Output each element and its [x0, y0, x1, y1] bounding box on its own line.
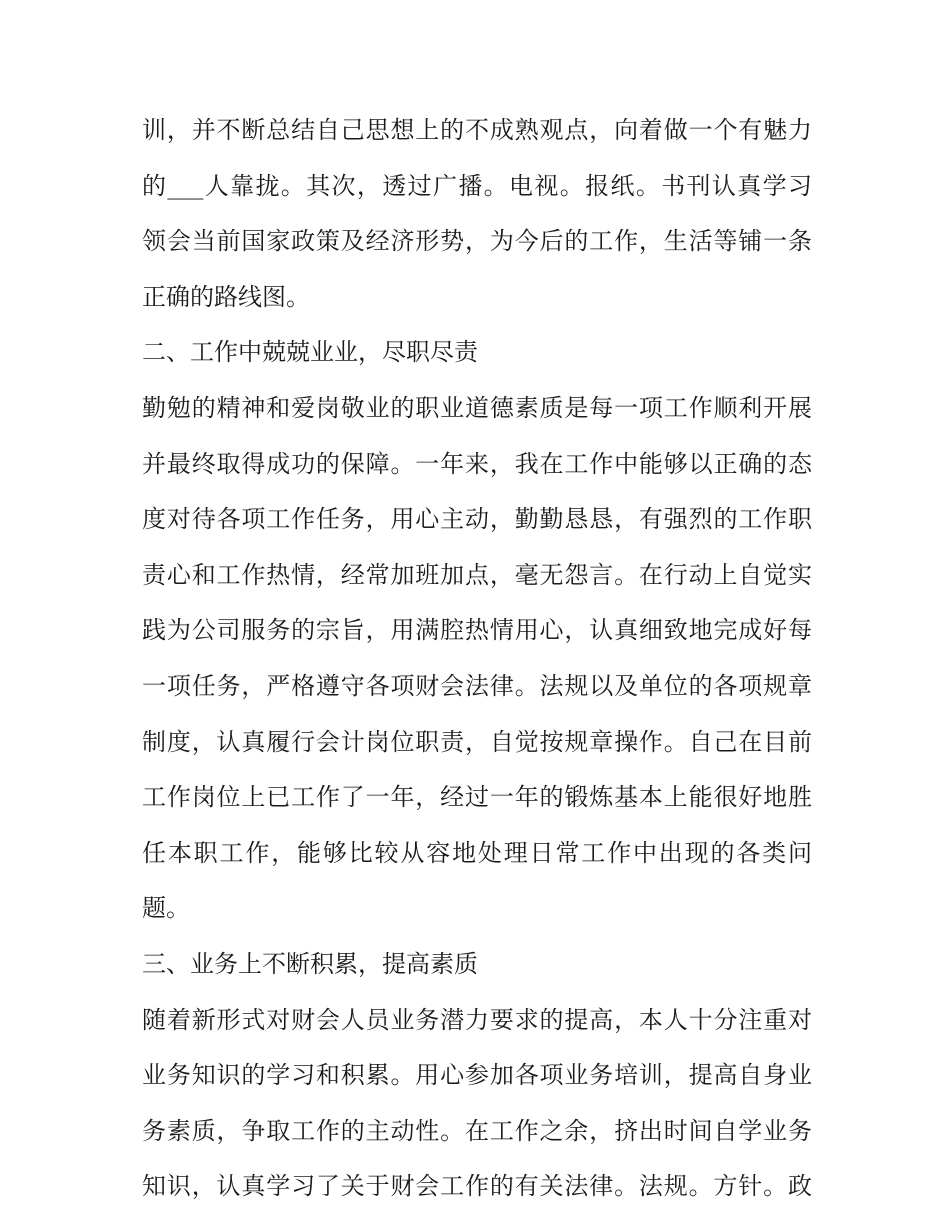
text-line-15: 题。 — [142, 894, 190, 923]
text-line-8: 度对待各项工作任务，用心主动，勤勤恳恳，有强烈的工作职 — [142, 505, 812, 534]
text-line-1: 训，并不断总结自己思想上的不成熟观点，向着做一个有魅力 — [142, 116, 812, 144]
text-line-3: 领会当前国家政策及经济形势，为今后的工作，生活等铺一条 — [142, 227, 812, 256]
text-line-9: 责心和工作热情，经常加班加点，毫无怨言。在行动上自觉实 — [142, 560, 812, 589]
section-heading-3: 三、业务上不断积累，提高素质 — [142, 949, 478, 978]
text-line-14: 任本职工作，能够比较从容地处理日常工作中出现的各类问 — [142, 838, 812, 867]
text-line-18: 业务知识的学习和积累。用心参加各项业务培训，提高自身业 — [142, 1061, 812, 1090]
section-heading-2: 二、工作中兢兢业业，尽职尽责 — [142, 338, 478, 367]
text-line-10: 践为公司服务的宗旨，用满腔热情用心，认真细致地完成好每 — [142, 616, 812, 645]
text-line-19: 务素质，争取工作的主动性。在工作之余，挤出时间自学业务 — [142, 1116, 812, 1145]
text-line-7: 并最终取得成功的保障。一年来，我在工作中能够以正确的态 — [142, 449, 812, 478]
text-line-4: 正确的路线图。 — [142, 282, 310, 311]
text-line-6: 勤勉的精神和爱岗敬业的职业道德素质是每一项工作顺利开展 — [142, 393, 812, 422]
text-line-11: 一项任务，严格遵守各项财会法律。法规以及单位的各项规章 — [142, 671, 812, 700]
text-line-2: 的___人靠拢。其次，透过广播。电视。报纸。书刊认真学习 — [142, 171, 812, 200]
text-line-12: 制度，认真履行会计岗位职责，自觉按规章操作。自己在目前 — [142, 727, 812, 756]
text-line-17: 随着新形式对财会人员业务潜力要求的提高，本人十分注重对 — [142, 1005, 812, 1034]
text-line-13: 工作岗位上已工作了一年，经过一年的锻炼基本上能很好地胜 — [142, 783, 812, 812]
text-line-20: 知识，认真学习了关于财会工作的有关法律。法规。方针。政 — [142, 1172, 812, 1201]
document-page — [142, 103, 812, 1215]
